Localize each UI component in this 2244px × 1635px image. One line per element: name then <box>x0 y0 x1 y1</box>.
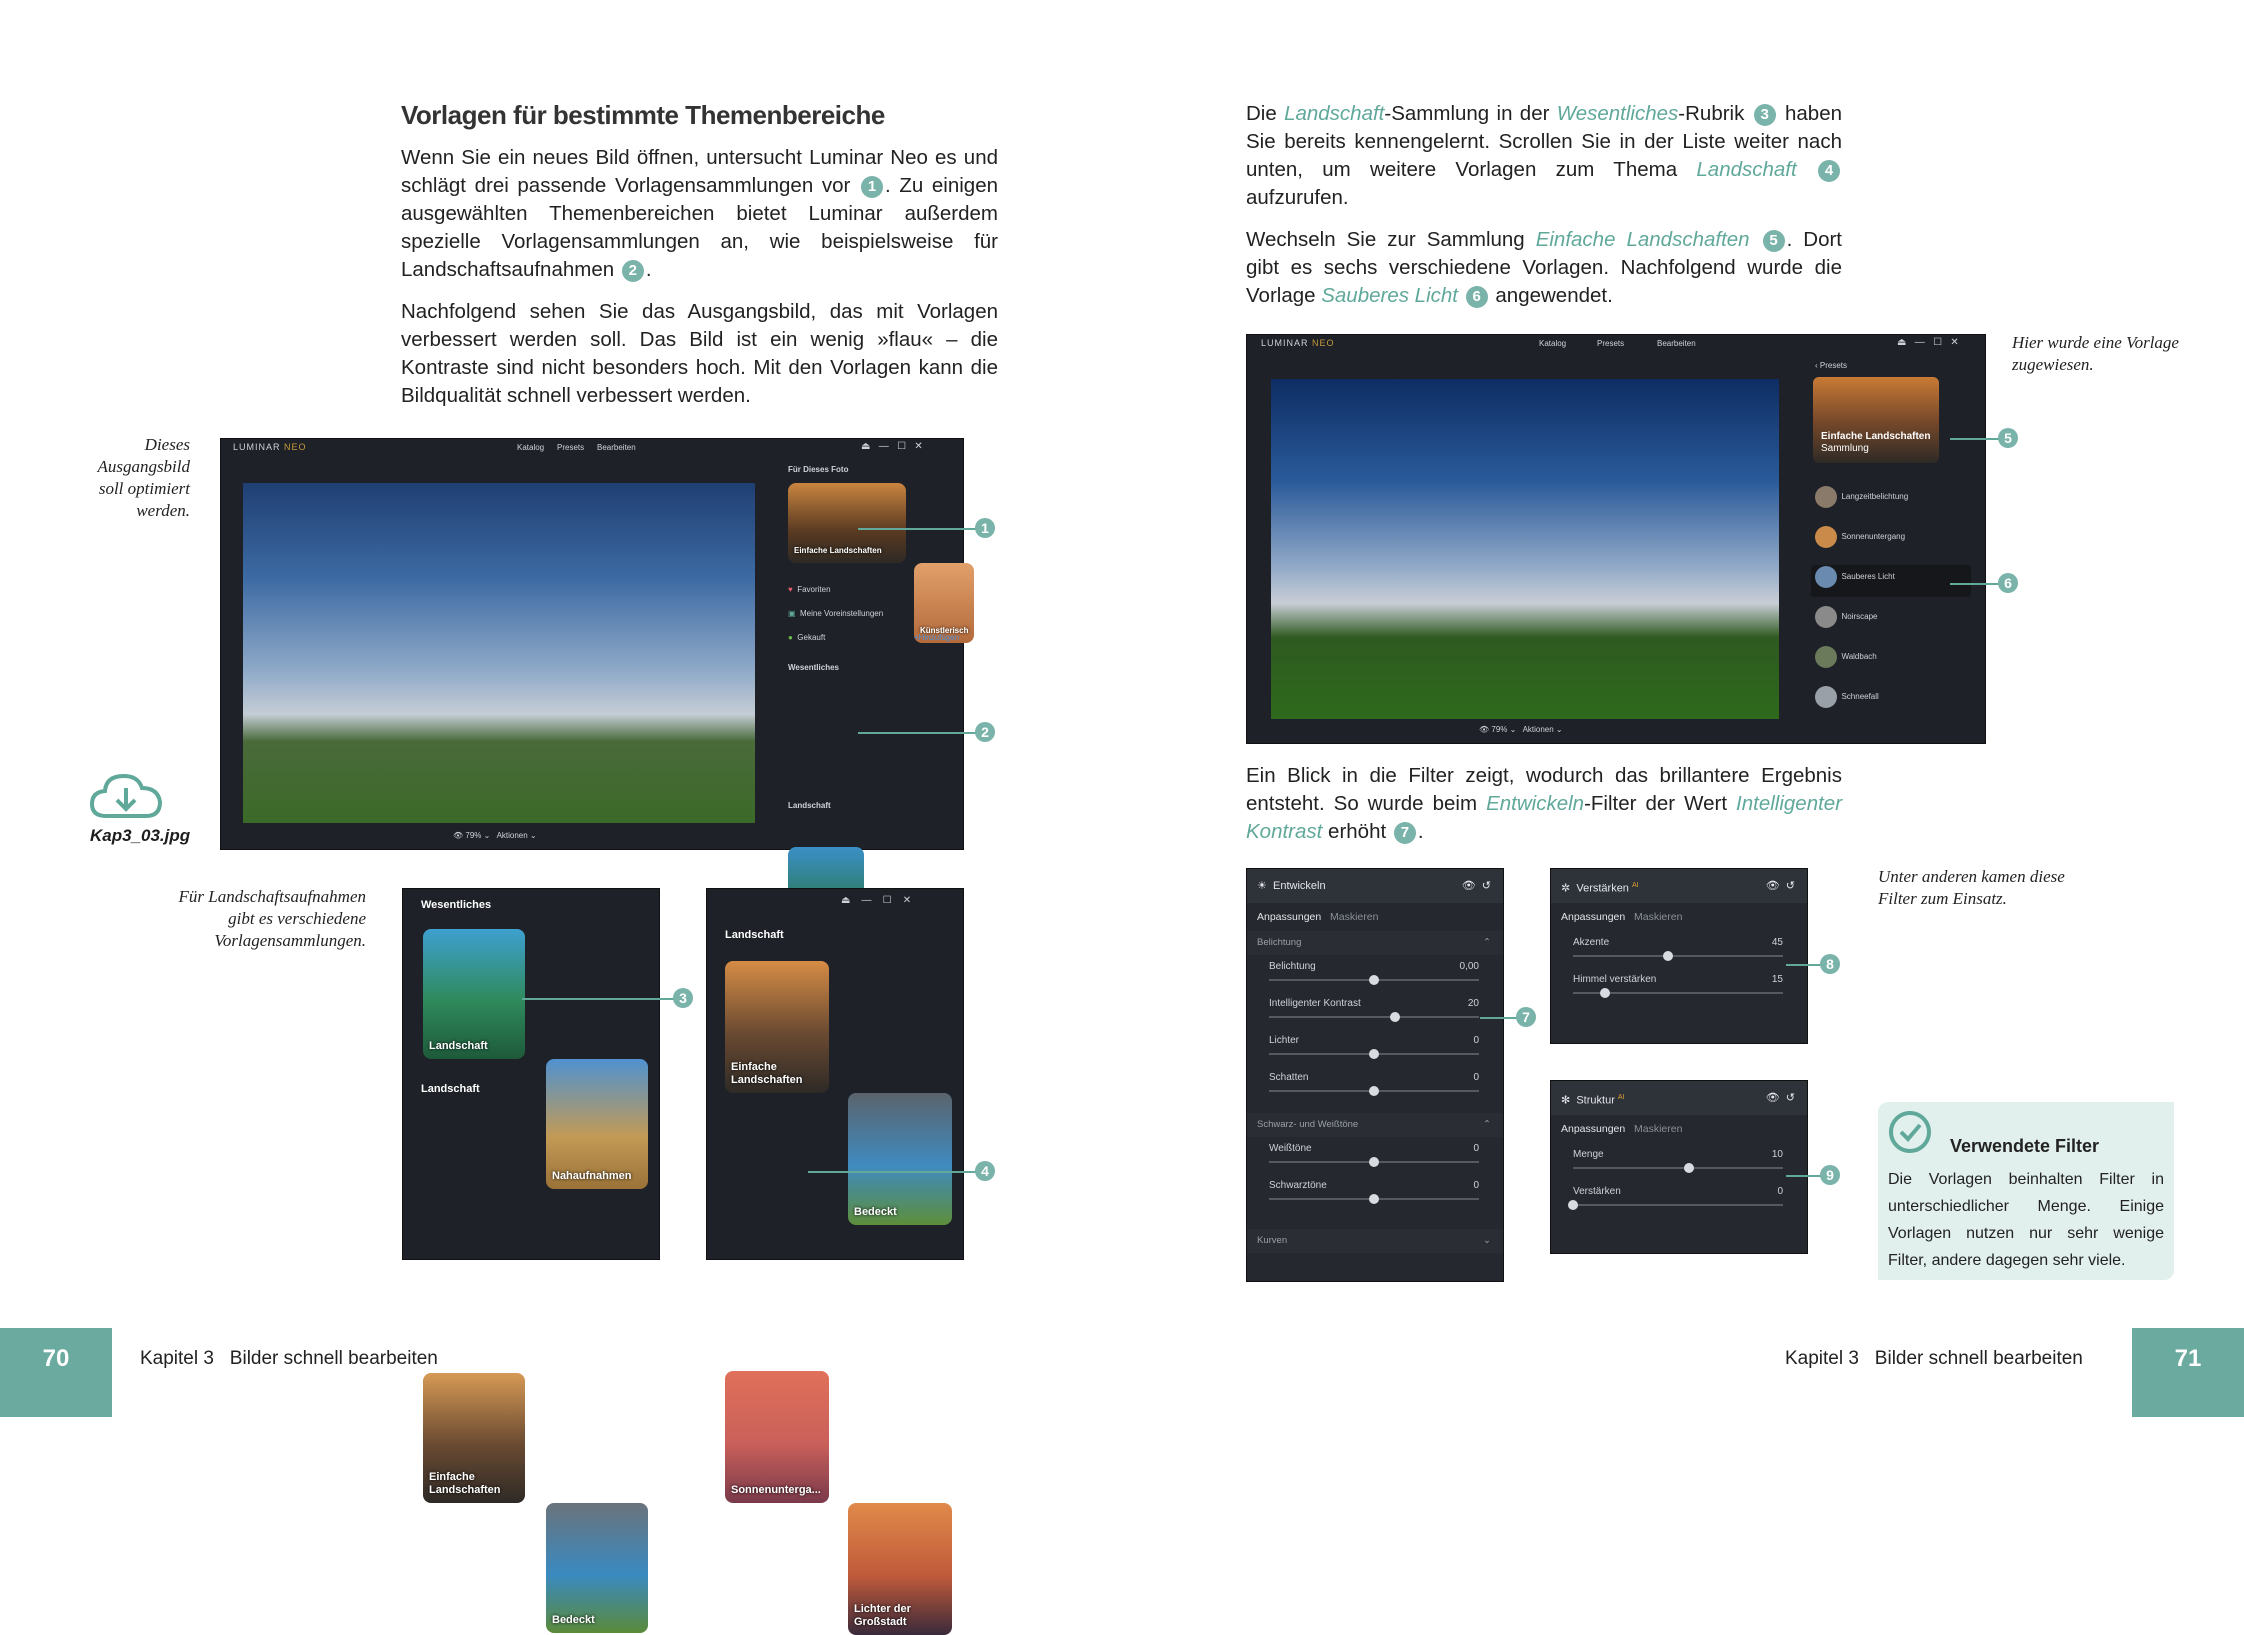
landscape-panel-screenshot <box>706 888 964 1628</box>
callout-2: 2 <box>975 722 995 742</box>
zoom-level[interactable]: 👁 79% ⌄ Aktionen ⌄ <box>453 831 537 840</box>
slider-knob[interactable] <box>1600 988 1610 998</box>
nav-edit[interactable]: Bearbeiten <box>597 443 636 452</box>
marker-3: 3 <box>1754 104 1776 126</box>
callout-9: 9 <box>1820 1165 1840 1185</box>
black-white-sliders <box>1247 1137 1503 1211</box>
exposure-sliders <box>1247 955 1503 1103</box>
callout-line-4 <box>808 1171 984 1173</box>
caption-filters-used: Unter anderen kamen diese Filter zum Einsatz. <box>1878 867 2065 908</box>
landscape-title: Landschaft <box>725 929 784 941</box>
app-logo: LUMINAR NEO <box>1261 338 1335 348</box>
page-number-left: 70 <box>0 1328 112 1417</box>
callout-line-3 <box>522 998 684 1000</box>
develop-slider[interactable] <box>1247 992 1503 1029</box>
exposure-section[interactable]: Belichtung ⌃ <box>1247 931 1503 955</box>
callout-1: 1 <box>975 518 995 538</box>
enhance-tabs[interactable]: Anpassungen Maskieren <box>1561 911 1683 923</box>
black-white-section[interactable]: Schwarz- und Weißtöne ⌃ <box>1247 1113 1503 1137</box>
intro-text <box>401 144 998 424</box>
slider-label: Belichtung <box>1269 961 1316 972</box>
caption-collections: Für Landschaftsaufnahmen gibt es verschiedene Vorlagensammlungen. <box>178 887 366 950</box>
tile-overcast[interactable]: Bedeckt <box>546 1503 648 1633</box>
enhance-sliders <box>1551 931 1807 1005</box>
slider-knob[interactable] <box>1369 1194 1379 1204</box>
slider-track[interactable] <box>1573 1204 1783 1206</box>
essentials-title: Wesentliches <box>421 899 492 911</box>
develop-slider[interactable] <box>1247 955 1503 992</box>
develop-header[interactable]: ☀ Entwickeln 👁 ↺ <box>1247 869 1503 903</box>
marker-6: 6 <box>1466 286 1488 308</box>
add-button[interactable]: +Hinzufügen <box>914 633 960 642</box>
collection-title: Einfache Landschaften Sammlung <box>1821 431 1931 454</box>
preset-item-long-exposure[interactable]: Langzeitbelichtung <box>1815 485 1975 525</box>
callout-4: 4 <box>975 1161 995 1181</box>
essentials-panel-screenshot <box>402 888 660 1626</box>
para2-text: Nachfolgend sehen Sie das Ausgangsbild, das mit Vorlagen verbessert werden soll. Das Bild ist ein wenig »flau« – die Kontraste sind nicht besonders hoch. Mit den Vorlagen kann die Bildqualität schnell verbessert werden. <box>401 300 998 407</box>
slider-knob[interactable] <box>1684 1163 1694 1173</box>
callout-8: 8 <box>1820 954 1840 974</box>
landscape-photo-enhanced <box>1271 379 1779 719</box>
preset-item-snowfall[interactable]: Schneefall <box>1815 685 1975 725</box>
footer-left: Kapitel 3 Bilder schnell bearbeiten <box>140 1348 438 1369</box>
my-presets-item[interactable]: ▣ Meine Voreinstellungen <box>788 609 884 618</box>
develop-slider[interactable] <box>1247 1066 1503 1103</box>
nav-catalog[interactable]: Katalog <box>1539 339 1567 348</box>
structure-slider[interactable] <box>1551 1143 1807 1180</box>
enhance-slider[interactable] <box>1551 931 1807 968</box>
zoom-level[interactable]: 👁 79% ⌄ Aktionen ⌄ <box>1479 725 1563 734</box>
slider-value: 0 <box>1473 1035 1479 1046</box>
info-box-text: Die Vorlagen beinhalten Filter in unterschiedlicher Menge. Einige Vorlagen nutzen nur sehr wenige Filter, andere dagegen sehr viele. <box>1888 1171 2164 1269</box>
marker-2: 2 <box>622 260 644 282</box>
slider-knob[interactable] <box>1663 951 1673 961</box>
download-cloud-icon[interactable] <box>88 768 164 824</box>
callout-line-2 <box>858 732 978 734</box>
slider-value: 0 <box>1473 1072 1479 1083</box>
slider-label: Verstärken <box>1573 1186 1621 1197</box>
para1-text-a: Wenn Sie ein neues Bild öffnen, untersucht Luminar Neo es und schlägt drei passende Vorlagensammlungen vor <box>401 146 998 197</box>
structure-sliders <box>1551 1143 1807 1217</box>
download-filename[interactable]: Kap3_03.jpg <box>90 826 191 845</box>
slider-value: 0 <box>1777 1186 1783 1197</box>
landscape-label: Landschaft <box>788 801 831 810</box>
slider-value: 20 <box>1467 998 1479 1009</box>
slider-value: 0,00 <box>1459 961 1479 972</box>
marker-4: 4 <box>1818 160 1840 182</box>
preset-list <box>1815 485 1975 725</box>
marker-7: 7 <box>1394 822 1416 844</box>
develop-slider[interactable] <box>1247 1029 1503 1066</box>
luminar-window-result <box>1246 334 1986 744</box>
tile-sunsets[interactable]: Sonnenunterga... <box>725 1371 829 1503</box>
develop-slider[interactable] <box>1247 1137 1503 1174</box>
slider-track[interactable] <box>1573 955 1783 957</box>
section-heading: Vorlagen für bestimmte Themenbereiche <box>401 100 885 130</box>
develop-slider[interactable] <box>1247 1174 1503 1211</box>
slider-knob[interactable] <box>1390 1012 1400 1022</box>
marker-1: 1 <box>861 176 883 198</box>
app-logo: LUMINAR NEO <box>233 442 307 452</box>
callout-6: 6 <box>1998 573 2018 593</box>
preset-item-clean-light[interactable]: Sauberes Licht <box>1811 565 1971 597</box>
slider-value: 0 <box>1473 1143 1479 1154</box>
enhance-slider[interactable] <box>1551 968 1807 1005</box>
tile-easy-landscapes[interactable]: Einfache Landschaften <box>725 961 829 1093</box>
slider-value: 10 <box>1771 1149 1783 1160</box>
callout-line-1 <box>858 528 978 530</box>
callout-7: 7 <box>1516 1007 1536 1027</box>
tile-closeups[interactable]: Nahaufnahmen <box>546 1059 648 1189</box>
info-box-title: Verwendete Filter <box>1950 1136 2100 1156</box>
slider-label: Akzente <box>1573 937 1610 948</box>
for-this-photo-label: Für Dieses Foto <box>788 465 849 474</box>
slider-knob[interactable] <box>1369 1086 1379 1096</box>
luminar-window-original <box>220 438 969 850</box>
back-to-presets[interactable]: ‹ Presets <box>1815 361 1848 370</box>
info-box <box>1878 1102 2174 1280</box>
favorites-item[interactable]: ♥ Favoriten <box>788 585 831 594</box>
slider-knob[interactable] <box>1369 975 1379 985</box>
nav-edit[interactable]: Bearbeiten <box>1657 339 1696 348</box>
landscape-photo <box>243 483 755 823</box>
slider-label: Schatten <box>1269 1072 1309 1083</box>
slider-label: Intelligenter Kontrast <box>1269 998 1361 1009</box>
slider-value: 45 <box>1771 937 1783 948</box>
caption-original-image: Dieses Ausgangsbild soll optimiert werden. <box>97 435 190 520</box>
preset-tile-easy-landscapes[interactable]: Einfache Landschaften <box>788 483 906 563</box>
collection-header <box>1813 377 1939 463</box>
enhance-header[interactable]: ✲ Verstärken $^{AI}$ 👁 ↺ <box>1551 869 1807 903</box>
nav-catalog[interactable]: Katalog <box>517 443 545 452</box>
landscape-subtitle: Landschaft <box>421 1083 480 1095</box>
window-controls[interactable]: ⏏ — ☐ ✕ <box>841 895 912 906</box>
nav-presets[interactable]: Presets <box>1597 339 1625 348</box>
structure-header[interactable]: ✻ Struktur $^{AI}$ 👁 ↺ <box>1551 1081 1807 1115</box>
caption-preset-applied: Hier wurde eine Vorlage zugewiesen. <box>2012 333 2179 374</box>
tile-city-lights[interactable]: Lichter der Großstadt <box>848 1503 952 1635</box>
slider-label: Menge <box>1573 1149 1604 1160</box>
nav-presets[interactable]: Presets <box>557 443 585 452</box>
para1-text-b: . Zu einigen ausgewählten Themenbereichen bietet Luminar außerdem spezielle Vorlagensammlungen an, wie beispielsweise für Landschaftsaufnahmen <box>401 174 998 281</box>
preset-item-noirscape[interactable]: Noirscape <box>1815 605 1975 645</box>
slider-label: Weißtöne <box>1269 1143 1312 1154</box>
page-number-right: 71 <box>2132 1328 2244 1417</box>
slider-label: Himmel verstärken <box>1573 974 1657 985</box>
essentials-label: Wesentliches <box>788 663 839 672</box>
slider-knob[interactable] <box>1369 1049 1379 1059</box>
slider-value: 15 <box>1771 974 1783 985</box>
slider-knob[interactable] <box>1369 1157 1379 1167</box>
slider-track[interactable] <box>1269 1016 1479 1018</box>
callout-3: 3 <box>673 988 693 1008</box>
callout-5: 5 <box>1998 428 2018 448</box>
tile-overcast[interactable]: Bedeckt <box>848 1093 952 1225</box>
develop-filter-panel <box>1246 868 1504 1282</box>
enhance-filter-panel <box>1550 868 1808 1044</box>
tile-easy-landscapes[interactable]: Einfache Landschaften <box>423 1373 525 1503</box>
slider-value: 0 <box>1473 1180 1479 1191</box>
slider-label: Lichter <box>1269 1035 1300 1046</box>
slider-track[interactable] <box>1573 1167 1783 1169</box>
structure-tabs[interactable]: Anpassungen Maskieren <box>1561 1123 1683 1135</box>
preset-item-sunset[interactable]: Sonnenuntergang <box>1815 525 1975 565</box>
structure-filter-panel <box>1550 1080 1808 1254</box>
curves-section[interactable]: Kurven ⌄ <box>1247 1229 1503 1253</box>
para1-text-c: . <box>645 258 652 281</box>
right-text-filters: Ein Blick in die Filter zeigt, wodurch das brillantere Ergebnis entsteht. So wurde beim Entwickeln-Filter der Wert Intelligenter Kontrast erhöht 7 . <box>1246 764 1843 843</box>
preset-item-forest-stream[interactable]: Waldbach <box>1815 645 1975 685</box>
preset-tile-artistic[interactable]: Künstlerisch <box>914 563 974 643</box>
checkmark-icon <box>1888 1110 1932 1154</box>
slider-knob[interactable] <box>1568 1200 1578 1210</box>
develop-tabs[interactable]: Anpassungen Maskieren <box>1257 911 1379 923</box>
right-text-top: Die Landschaft-Sammlung in der Wesentliches-Rubrik 3 haben Sie bereits kennengelernt. Scrollen Sie in der Liste weiter nach unten, um weitere Vorlagen zum Thema Landschaft 4 aufzurufen. Wechseln Sie zur Sammlung Einfache Landschaften 5 . Dort gibt es sechs verschiedene Vorlagen. Nachfolgend wurde die Vorlage Sauberes Licht 6 angewendet. <box>1246 102 1842 307</box>
slider-label: Schwarztöne <box>1269 1180 1327 1191</box>
window-controls[interactable]: ⏏ — ☐ ✕ <box>861 441 923 452</box>
structure-slider[interactable] <box>1551 1180 1807 1217</box>
marker-5: 5 <box>1763 230 1785 252</box>
tile-landscape[interactable]: Landschaft <box>423 929 525 1059</box>
window-controls[interactable]: ⏏ — ☐ ✕ <box>1897 337 1959 348</box>
footer-right: Kapitel 3 Bilder schnell bearbeiten <box>1785 1348 2083 1369</box>
purchased-item[interactable]: ● Gekauft <box>788 633 826 642</box>
